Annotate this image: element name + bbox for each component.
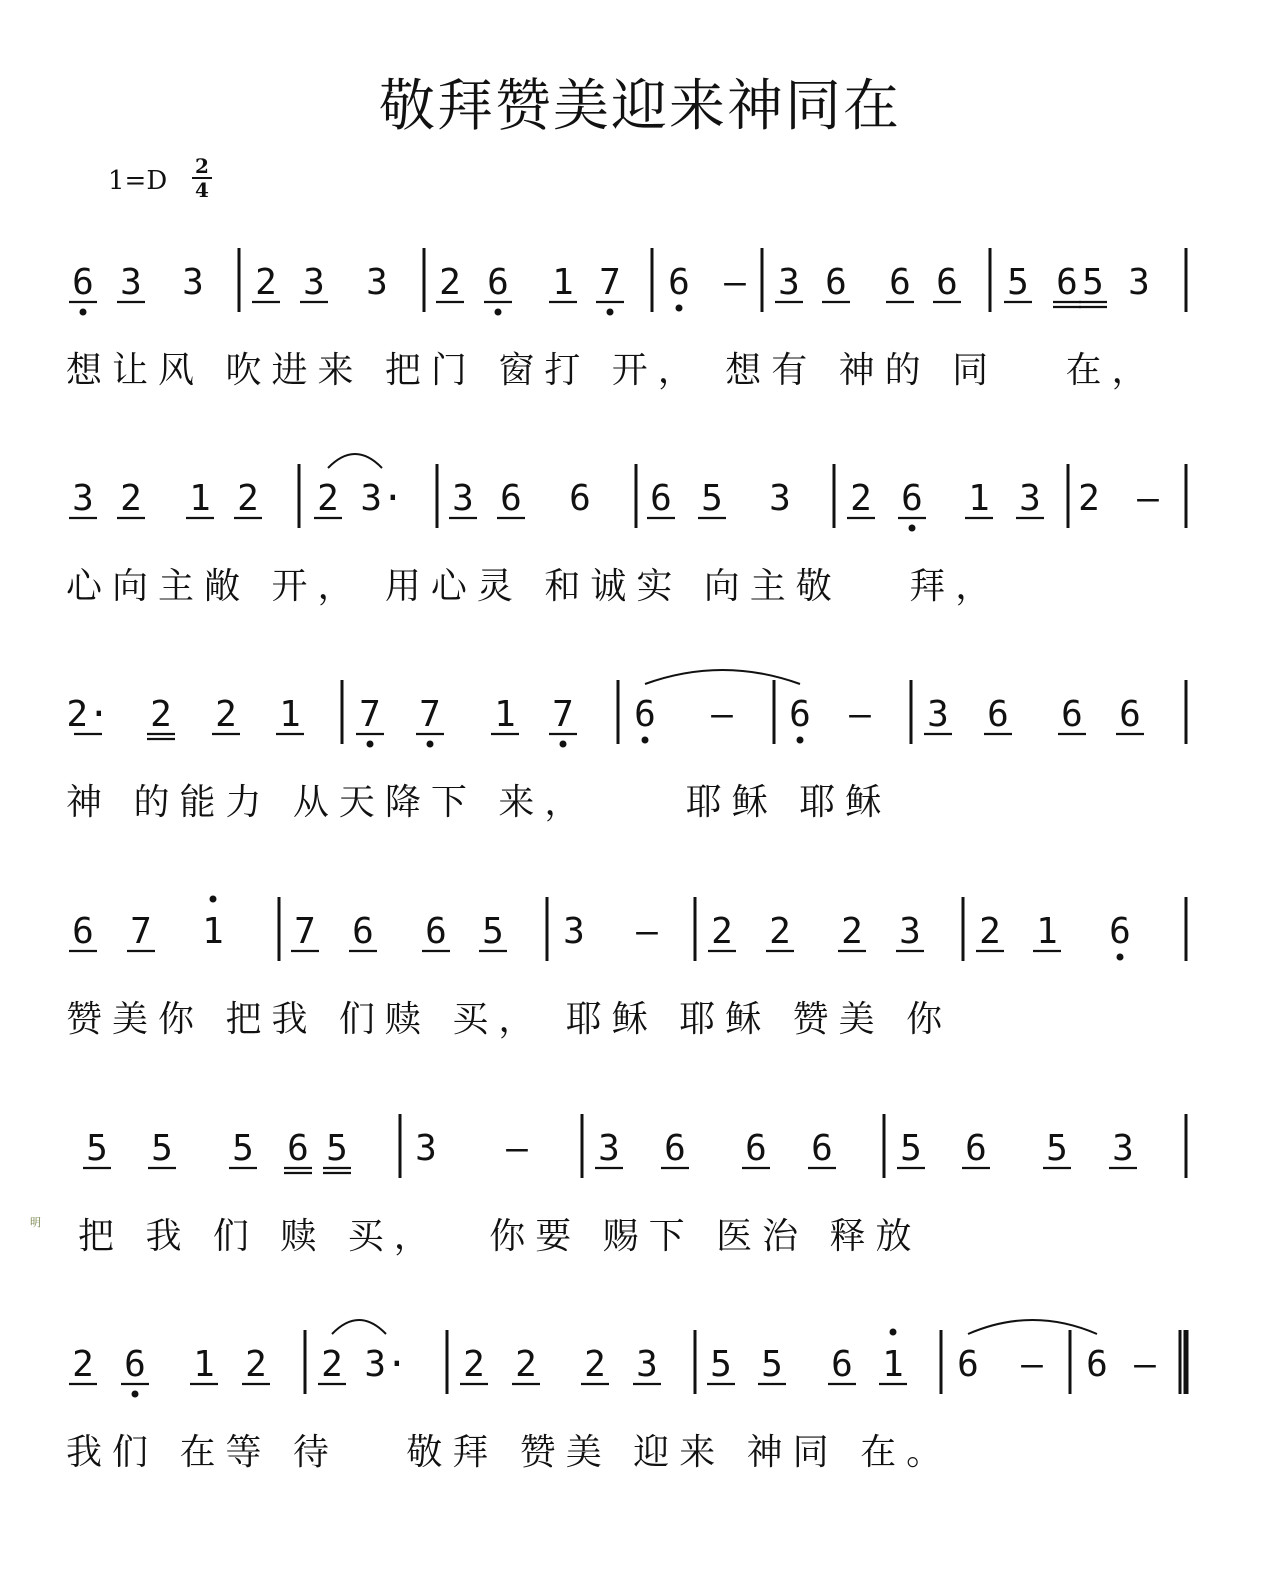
note: 3 [769,478,791,519]
lyrics-line: 心向主敞 开， 用心灵 和诚实 向主敬 拜， [66,566,1002,607]
low-octave-dot [495,309,502,316]
note: 6 [957,1344,979,1385]
low-octave-dot [676,305,683,312]
low-octave-dot [909,525,916,532]
note: 5 [701,478,723,519]
note: 5 [326,1128,348,1169]
note: 5 [151,1128,173,1169]
note: 2 [72,1344,94,1385]
note: 6 [987,694,1009,735]
note: 6 [1119,694,1141,735]
note: 5 [1082,262,1104,303]
dash-mark: – [1021,1344,1043,1385]
note: 6 [72,911,94,952]
note: 2 [215,694,237,735]
note: 2 [463,1344,485,1385]
note: 6 [831,1344,853,1385]
note: 2 [515,1344,537,1385]
note: 6 [487,262,509,303]
note: 6 [72,262,94,303]
note: 6 [936,262,958,303]
note: 7 [552,694,574,735]
note: 2 [150,694,172,735]
note: 1 [968,478,990,519]
note: 3 [636,1344,658,1385]
note: 6 [352,911,374,952]
note: 6 [901,478,923,519]
note: 3 [1128,262,1150,303]
note: 1 [189,478,211,519]
note: 6 [825,262,847,303]
note: 6 [425,911,447,952]
note: 5 [86,1128,108,1169]
dash-mark: – [1134,1344,1156,1385]
note: 2 [255,262,277,303]
dash-mark: – [849,694,871,735]
dash-mark: – [724,262,746,303]
note: 3 [927,694,949,735]
note: 1 [552,262,574,303]
low-octave-dot [80,309,87,316]
note: 7 [359,694,381,735]
note: 1 [494,694,516,735]
slur-arc [968,1320,1097,1334]
high-octave-dot [890,1329,897,1336]
time-signature-denominator: 4 [195,178,209,202]
note: 2 [439,262,461,303]
dash-mark: – [1137,478,1159,519]
low-octave-dot [797,737,804,744]
lyrics-line: 我们 在等 待 敬拜 赞美 迎来 神同 在。 [66,1432,953,1473]
note: 3 [415,1128,437,1169]
high-octave-dot [210,896,217,903]
low-octave-dot [642,737,649,744]
note: 6 [569,478,591,519]
note: 2 [317,478,339,519]
note: 2 [321,1344,343,1385]
note: 3 [303,262,325,303]
low-octave-dot [1117,954,1124,961]
note: 6 [1086,1344,1108,1385]
note: 1 [193,1344,215,1385]
note: 1 [882,1344,904,1385]
note: 3 [778,262,800,303]
note: 6 [668,262,690,303]
note: 3 [72,478,94,519]
note: 2 [584,1344,606,1385]
note: 5 [1007,262,1029,303]
dash-mark: – [636,911,658,952]
note: 5 [900,1128,922,1169]
note: 7 [294,911,316,952]
low-octave-dot [132,1391,139,1398]
note: 2 [711,911,733,952]
note: 5 [232,1128,254,1169]
slur-arc [645,670,800,684]
note: 5 [1046,1128,1068,1169]
note: 7 [419,694,441,735]
note: 3· [364,1344,408,1385]
note: 3 [598,1128,620,1169]
note: 6 [650,478,672,519]
time-signature-numerator: 2 [192,156,212,179]
slur-arc [328,454,382,468]
note: 3 [1112,1128,1134,1169]
note: 1 [279,694,301,735]
note: 3 [1019,478,1041,519]
note: 2 [245,1344,267,1385]
note: 6 [634,694,656,735]
note: 2 [120,478,142,519]
slur-arc [332,1320,386,1334]
note: 6 [1109,911,1131,952]
note: 3· [360,478,404,519]
note: 6 [789,694,811,735]
note: 5 [482,911,504,952]
lyrics-line: 想让风 吹进来 把门 窗打 开， 想有 神的 同 在， [66,350,1158,391]
note: 5 [761,1344,783,1385]
low-octave-dot [607,309,614,316]
note: 6 [1061,694,1083,735]
note: 6 [287,1128,309,1169]
dash-mark: – [711,694,733,735]
note: 2 [1078,478,1100,519]
note: 1 [1036,911,1058,952]
note: 3 [452,478,474,519]
note: 6 [124,1344,146,1385]
note: 6 [1056,262,1078,303]
note: 2 [841,911,863,952]
note: 3 [120,262,142,303]
note: 6 [811,1128,833,1169]
low-octave-dot [367,741,374,748]
note: 2 [769,911,791,952]
note: 6 [889,262,911,303]
note: 3 [563,911,585,952]
low-octave-dot [427,741,434,748]
note: 6 [500,478,522,519]
note: 3 [899,911,921,952]
note: 1 [202,911,224,952]
song-title: 敬拜赞美迎来神同在 [379,74,901,139]
low-octave-dot [560,741,567,748]
note: 7 [130,911,152,952]
note: 6 [664,1128,686,1169]
note: 3 [182,262,204,303]
dash-mark: – [506,1128,528,1169]
lyrics-line: 神 的能力 从天降下 来， 耶稣 耶稣 [66,782,892,823]
note: 2· [66,694,110,735]
side-mark: 明 [30,1216,41,1229]
note: 5 [710,1344,732,1385]
note: 3 [366,262,388,303]
note: 7 [599,262,621,303]
lyrics-line: 赞美你 把我 们赎 买， 耶稣 耶稣 赞美 你 [66,999,953,1040]
lyrics-line: 把 我 们 赎 买， 你要 赐下 医治 释放 [78,1216,922,1257]
key-signature: 1=D [108,166,168,196]
note: 2 [237,478,259,519]
note: 6 [965,1128,987,1169]
note: 2 [979,911,1001,952]
note: 6 [745,1128,767,1169]
note: 2 [850,478,872,519]
